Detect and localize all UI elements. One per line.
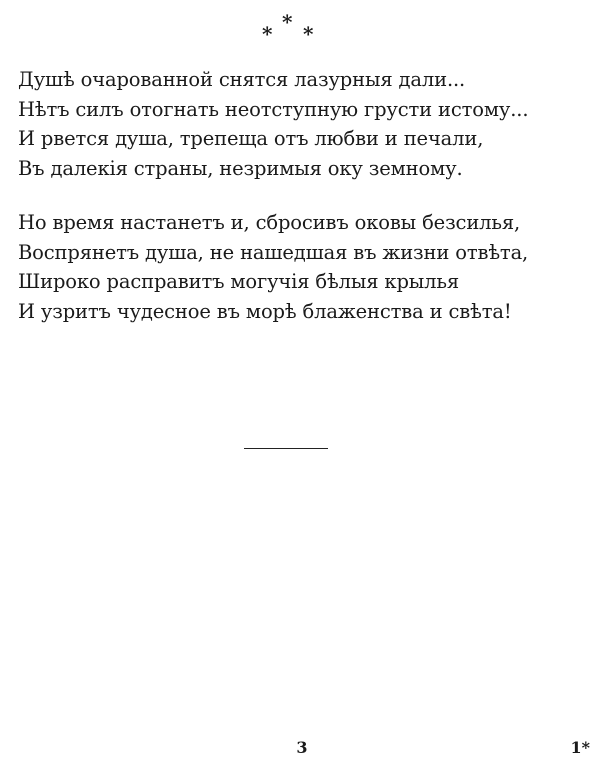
poem-line: Нѣтъ силъ отогнать неотступную грусти истому... (18, 97, 529, 121)
poem-stanza-2 (18, 208, 598, 326)
printer-signature-mark: 1* (570, 738, 590, 757)
poem-line: Воспрянетъ душа, не нашедшая въ жизни отвѣта, (18, 240, 529, 264)
poem-line: И узритъ чудесное въ морѣ блаженства и свѣта! (18, 299, 512, 323)
poem-line: Въ далекія страны, незримыя оку земному. (18, 156, 463, 180)
poem-stanza-1 (18, 65, 598, 183)
asterisk-left: * (262, 22, 273, 46)
asterisk-top: * (282, 10, 293, 34)
asterism-divider (0, 8, 604, 48)
page-number: 3 (296, 738, 308, 757)
poem-line: Широко расправитъ могучія бѣлыя крылья (18, 270, 460, 293)
poem-line: Но время настанетъ и, сбросивъ оковы безсилья, (18, 211, 521, 234)
poem-line: И рвется душа, трепеща отъ любви и печали, (18, 127, 484, 150)
asterisk-right: * (303, 22, 314, 46)
end-of-poem-rule (244, 448, 328, 449)
poem-line: Душѣ очарованной снятся лазурныя дали... (18, 68, 466, 91)
